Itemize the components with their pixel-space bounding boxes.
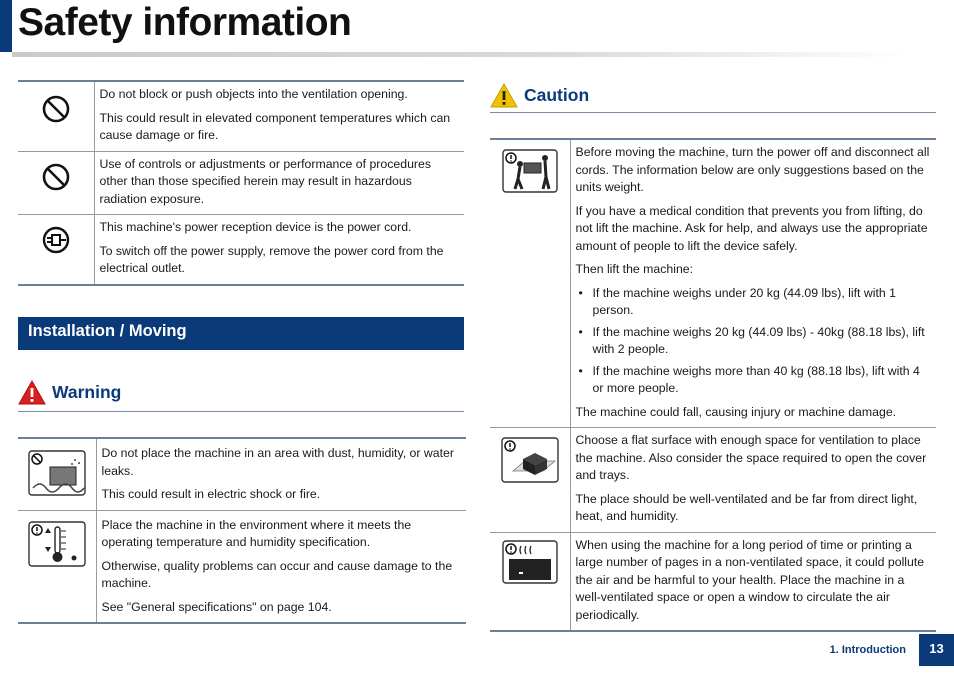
table-row xyxy=(490,139,936,428)
table-row xyxy=(490,532,936,631)
row-text: The place should be well-ventilated and be far from direct light, heat, and humidity. xyxy=(575,491,918,523)
list-item: • If the machine weighs more than 40 kg (88.18 lbs), lift with 4 or more people. xyxy=(576,363,933,398)
dust-humidity-icon xyxy=(28,450,86,496)
caution-table xyxy=(490,138,936,632)
chapter-label: 1. Introduction xyxy=(829,644,906,656)
warning-table xyxy=(18,437,466,624)
flat-surface-icon xyxy=(501,437,559,483)
row-text: Do not block or push objects into the ventilation opening. xyxy=(99,87,408,101)
title-divider xyxy=(12,52,912,57)
table-row xyxy=(490,428,936,533)
caution-heading-text: Caution xyxy=(524,85,590,105)
warning-heading xyxy=(18,380,121,405)
table-row xyxy=(18,438,466,510)
prohibited-icon xyxy=(41,162,71,192)
general-safety-table xyxy=(18,80,464,286)
caution-heading xyxy=(490,83,589,108)
row-text: To switch off the power supply, remove the power cord from the electrical outlet. xyxy=(99,243,444,275)
row-text: This could result in electric shock or fire. xyxy=(101,487,321,501)
section-header: Installation / Moving xyxy=(18,317,464,350)
caution-triangle-icon xyxy=(490,83,518,108)
row-text: Do not place the machine in an area with dust, humidity, or water leaks. xyxy=(101,446,454,478)
title-accent-bar xyxy=(0,0,12,52)
table-row xyxy=(18,215,464,285)
power-plug-icon xyxy=(41,225,71,255)
caution-rule xyxy=(490,112,936,113)
warning-heading-text: Warning xyxy=(52,382,122,402)
list-item: • If the machine weighs 20 kg (44.09 lbs) - 40kg (88.18 lbs), lift with 2 people. xyxy=(576,324,933,359)
row-text: See "General specifications" on page 104. xyxy=(101,599,332,614)
row-text: The machine could fall, causing injury or machine damage. xyxy=(575,404,897,419)
ventilation-icon xyxy=(502,540,558,584)
table-row xyxy=(18,81,464,151)
warning-triangle-icon xyxy=(18,380,46,405)
table-row xyxy=(18,151,464,215)
thermometer-icon xyxy=(28,521,86,567)
row-text: Place the machine in the environment where it meets the operating temperature and humidity specification. xyxy=(101,517,412,549)
row-text: Choose a flat surface with enough space for ventilation to place the machine. Also consider the space required to open the cover and trays. xyxy=(575,433,927,482)
row-text: Use of controls or adjustments or performance of procedures other than those specified herein may result in hazardous radiation exposure. xyxy=(99,156,431,206)
row-text: Otherwise, quality problems can occur and cause damage to the machine. xyxy=(101,558,453,590)
row-text: This could result in elevated component temperatures which can cause damage or fire. xyxy=(99,110,451,142)
two-person-lift-icon xyxy=(502,149,558,193)
weight-list xyxy=(576,285,933,398)
warning-rule xyxy=(18,411,464,412)
row-text: This machine's power reception device is the power cord. xyxy=(99,220,412,234)
prohibited-icon xyxy=(41,94,71,124)
table-row xyxy=(18,510,466,623)
page-title: Safety information xyxy=(18,1,352,44)
row-text: If you have a medical condition that prevents you from lifting, do not lift the machine. Ask for help, and always use the appropriate amount of people to lift the device safely. xyxy=(575,203,928,253)
list-item: • If the machine weighs under 20 kg (44.09 lbs), lift with 1 person. xyxy=(576,285,933,320)
row-text: When using the machine for a long period of time or printing a large number of pages in a non-ventilated space, it could pollute the air and be harmful to your health. Place the machine in a well-ventilated space or open a window to circulate the air periodically. xyxy=(575,537,925,622)
row-text: Then lift the machine: xyxy=(575,262,694,276)
row-text: Before moving the machine, turn the power off and disconnect all cords. The information below are only suggestions based on the units weight. xyxy=(575,145,930,194)
page-number: 13 xyxy=(919,634,954,666)
